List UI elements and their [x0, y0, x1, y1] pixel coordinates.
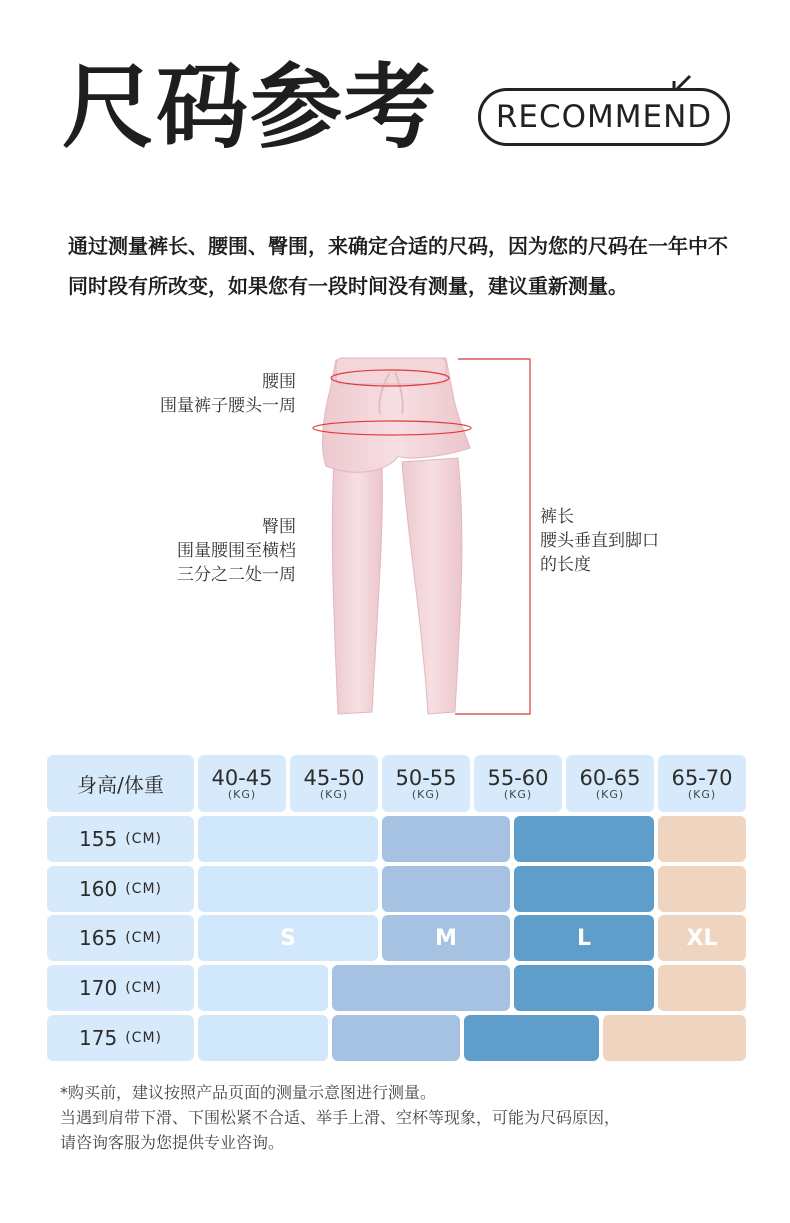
note-line-2: 当遇到肩带下滑、下围松紧不合适、举手上滑、空杯等现象，可能为尺码原因，	[60, 1108, 621, 1127]
recommend-badge: RECOMMEND	[478, 88, 730, 146]
note-line-3: 请咨询客服为您提供专业咨询。	[60, 1133, 285, 1152]
height-value: 170	[79, 976, 118, 1000]
height-row-label	[47, 915, 194, 961]
size-l-block	[514, 866, 654, 912]
height-unit: (CM)	[125, 1030, 162, 1046]
weight-header	[290, 755, 378, 812]
weight-unit: (KG)	[319, 787, 349, 801]
size-s-label: S	[280, 925, 296, 951]
height-unit: (CM)	[125, 881, 162, 897]
size-xl-block	[603, 1015, 746, 1061]
weight-unit: (KG)	[411, 787, 441, 801]
hip-title: 臀围	[262, 517, 296, 537]
size-xl-block	[658, 965, 746, 1011]
length-desc-2: 的长度	[540, 555, 591, 575]
height-value: 160	[79, 877, 118, 901]
size-s-block	[198, 915, 378, 961]
size-l-block	[514, 965, 654, 1011]
height-row-label	[47, 965, 194, 1011]
size-xl-block	[658, 866, 746, 912]
weight-range: 55-60	[487, 765, 549, 790]
height-value: 165	[79, 926, 118, 950]
weight-header	[382, 755, 470, 812]
intro-text: 通过测量裤长、腰围、臀围，来确定合适的尺码，因为您的尺码在一年中不同时段有所改变，如果您有一段时间没有测量，建议重新测量。	[68, 234, 728, 298]
weight-unit: (KG)	[595, 787, 625, 801]
weight-header	[566, 755, 654, 812]
weight-range: 45-50	[303, 765, 365, 790]
note-line-1: *购买前，建议按照产品页面的测量示意图进行测量。	[60, 1083, 437, 1102]
size-m-block	[382, 915, 510, 961]
weight-range: 65-70	[671, 765, 733, 790]
length-desc-1: 腰头垂直到脚口	[540, 531, 659, 551]
size-s-block	[198, 816, 378, 862]
height-unit: (CM)	[125, 930, 162, 946]
size-m-block	[332, 1015, 460, 1061]
table-corner-cell	[47, 755, 194, 812]
height-row-label	[47, 866, 194, 912]
weight-range: 50-55	[395, 765, 457, 790]
size-l-block	[514, 915, 654, 961]
height-unit: (CM)	[125, 831, 162, 847]
weight-unit: (KG)	[687, 787, 717, 801]
length-title: 裤长	[540, 507, 574, 527]
weight-unit: (KG)	[227, 787, 257, 801]
size-m-block	[382, 866, 510, 912]
height-row-label	[47, 816, 194, 862]
size-m-block	[332, 965, 510, 1011]
height-unit: (CM)	[125, 980, 162, 996]
hip-desc-2: 三分之二处一周	[177, 565, 296, 585]
size-m-block	[382, 816, 510, 862]
size-l-block	[464, 1015, 599, 1061]
waist-desc: 围量裤子腰头一周	[160, 396, 296, 416]
table-corner-label: 身高/体重	[77, 773, 164, 797]
weight-header	[198, 755, 286, 812]
weight-unit: (KG)	[503, 787, 533, 801]
size-s-block	[198, 1015, 328, 1061]
size-l-block	[514, 816, 654, 862]
size-s-block	[198, 965, 328, 1011]
size-xl-block	[658, 915, 746, 961]
weight-range: 40-45	[211, 765, 273, 790]
hip-desc-1: 围量腰围至横档	[177, 541, 296, 561]
weight-range: 60-65	[579, 765, 641, 790]
size-m-label: M	[435, 925, 457, 951]
height-row-label	[47, 1015, 194, 1061]
waist-title: 腰围	[262, 372, 296, 392]
size-s-block	[198, 866, 378, 912]
size-l-label: L	[576, 925, 592, 951]
size-xl-label: XL	[686, 925, 718, 951]
page-title: 尺码参考	[62, 54, 439, 161]
height-value: 155	[79, 827, 118, 851]
weight-header	[474, 755, 562, 812]
weight-header	[658, 755, 746, 812]
size-xl-block	[658, 816, 746, 862]
height-value: 175	[79, 1026, 118, 1050]
purchase-note	[60, 1080, 760, 1155]
